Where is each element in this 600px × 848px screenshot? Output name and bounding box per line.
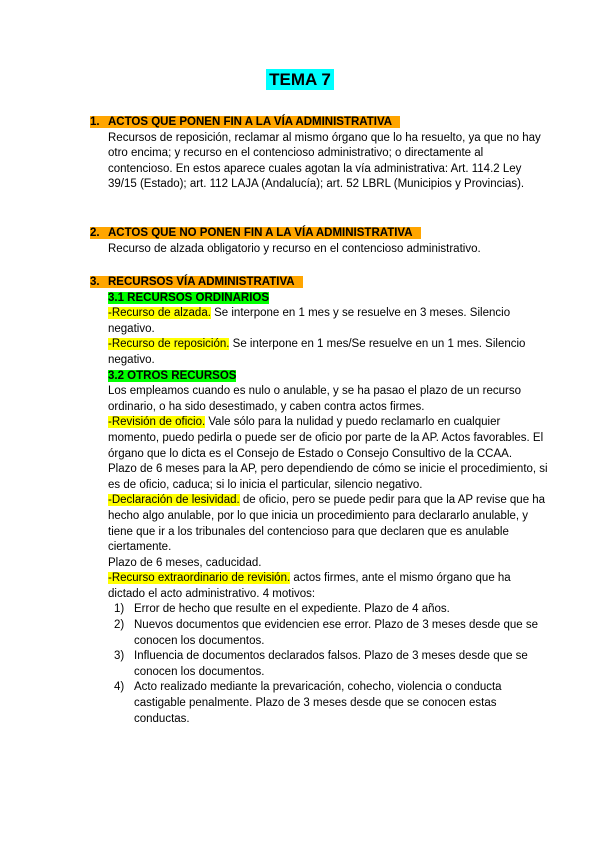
motive-item xyxy=(108,680,550,727)
motive-item xyxy=(108,602,550,618)
lesividad-text: de oficio, pero se puede pedir para que la AP revise que ha hecho algo anulable, por lo que inicia un procedimiento para declararlo anulable, y tiene que ir a los tribunales del contencioso para que declaren que es anulable ciertamente. xyxy=(108,494,546,554)
motive-item xyxy=(108,618,550,649)
extraordinario-label: -Recurso extraordinario de revisión. xyxy=(108,572,291,585)
alzada-label: -Recurso de alzada. xyxy=(108,307,211,320)
extraordinario-text: actos firmes, ante el mismo órgano que ha dictado el acto administrativo. 4 motivos: xyxy=(108,572,511,600)
motive-text: Error de hecho que resulte en el expediente. Plazo de 4 años. xyxy=(134,603,450,616)
section-1-title: ACTOS QUE PONEN FIN A LA VÍA ADMINISTRATIVA xyxy=(108,116,393,128)
revision-paragraph xyxy=(108,415,550,462)
section-1 xyxy=(90,115,550,193)
reposicion-label: -Recurso de reposición. xyxy=(108,338,230,351)
motive-number: 4) xyxy=(114,681,125,694)
section-1-heading xyxy=(90,115,550,131)
motive-number: 2) xyxy=(114,619,125,632)
revision-text: Vale sólo para la nulidad y puedo reclamarlo en cualquier momento, puedo pedirla o puede ser de oficio por parte de la AP. Actos favorables. El órgano que lo dicta es el Consejo de Estado o Consejo Consultivo de la CCAA. xyxy=(108,416,544,460)
revision-label: -Revisión de oficio. xyxy=(108,416,206,429)
section-1-number: 1. xyxy=(90,116,100,128)
section-2-text: Recurso de alzada obligatorio y recurso en el contencioso administrativo. xyxy=(108,242,481,255)
section-3-number: 3. xyxy=(90,276,100,288)
section-2-title: ACTOS QUE NO PONEN FIN A LA VÍA ADMINISTRATIVA xyxy=(108,227,413,239)
section-3-title: RECURSOS VÍA ADMINISTRATIVA xyxy=(108,276,295,288)
motives-list xyxy=(108,602,550,727)
motive-text: Influencia de documentos declarados falsos. Plazo de 3 meses desde que se conocen los documentos. xyxy=(134,650,528,678)
section-3 xyxy=(90,275,550,727)
section-1-text: Recursos de reposición, reclamar al mismo órgano que lo ha resuelto, ya que no hay otro encima; y recurso en el contencioso administrativo; o directamente al contencioso. En estos aparece cuales agotan la vía administrativa: Art. 114.2 Ley 39/15 (Estado); art. 112 LAJA (Andalucía); art. 52 LBRL (Municipios y Provincias). xyxy=(108,131,541,191)
motive-text: Nuevos documentos que evidencien ese error. Plazo de 3 meses desde que se conocen los documentos. xyxy=(134,619,539,647)
motive-item xyxy=(108,649,550,680)
page-title: TEMA 7 xyxy=(266,69,334,90)
page-title-wrapper xyxy=(0,70,600,90)
section-3-heading xyxy=(90,275,550,291)
section-2 xyxy=(90,226,550,257)
extraordinario-paragraph xyxy=(108,571,550,602)
section-2-heading xyxy=(90,226,550,242)
alzada-text: Se interpone en 1 mes y se resuelve en 3 meses. Silencio negativo. xyxy=(108,307,511,335)
lesividad-label: -Declaración de lesividad. xyxy=(108,494,240,507)
otros-intro: Los empleamos cuando es nulo o anulable, y se ha pasao el plazo de un recurso ordinario, o ha sido desestimado, y caben contra actos firmes. xyxy=(108,385,521,413)
lesividad-paragraph xyxy=(108,493,550,555)
revision-plazo: Plazo de 6 meses para la AP, pero dependiendo de cómo se inicie el procedimiento, si es de oficio, caduca; si lo inicia el particular, silencio negativo. xyxy=(108,463,548,491)
lesividad-plazo: Plazo de 6 meses, caducidad. xyxy=(108,556,262,569)
motive-number: 3) xyxy=(114,650,125,663)
reposicion-paragraph xyxy=(108,337,550,368)
reposicion-text: Se interpone en 1 mes/Se resuelve en un 1 mes. Silencio negativo. xyxy=(108,338,526,366)
subheading-ordinarios: 3.1 RECURSOS ORDINARIOS xyxy=(108,291,270,304)
section-2-number: 2. xyxy=(90,227,100,239)
subheading-otros: 3.2 OTROS RECURSOS xyxy=(108,369,237,382)
motive-text: Acto realizado mediante la prevaricación, cohecho, violencia o conducta castigable penalmente. Plazo de 3 meses desde que se conocen estas conductas. xyxy=(134,681,502,725)
alzada-paragraph xyxy=(108,306,550,337)
motive-number: 1) xyxy=(114,603,125,616)
